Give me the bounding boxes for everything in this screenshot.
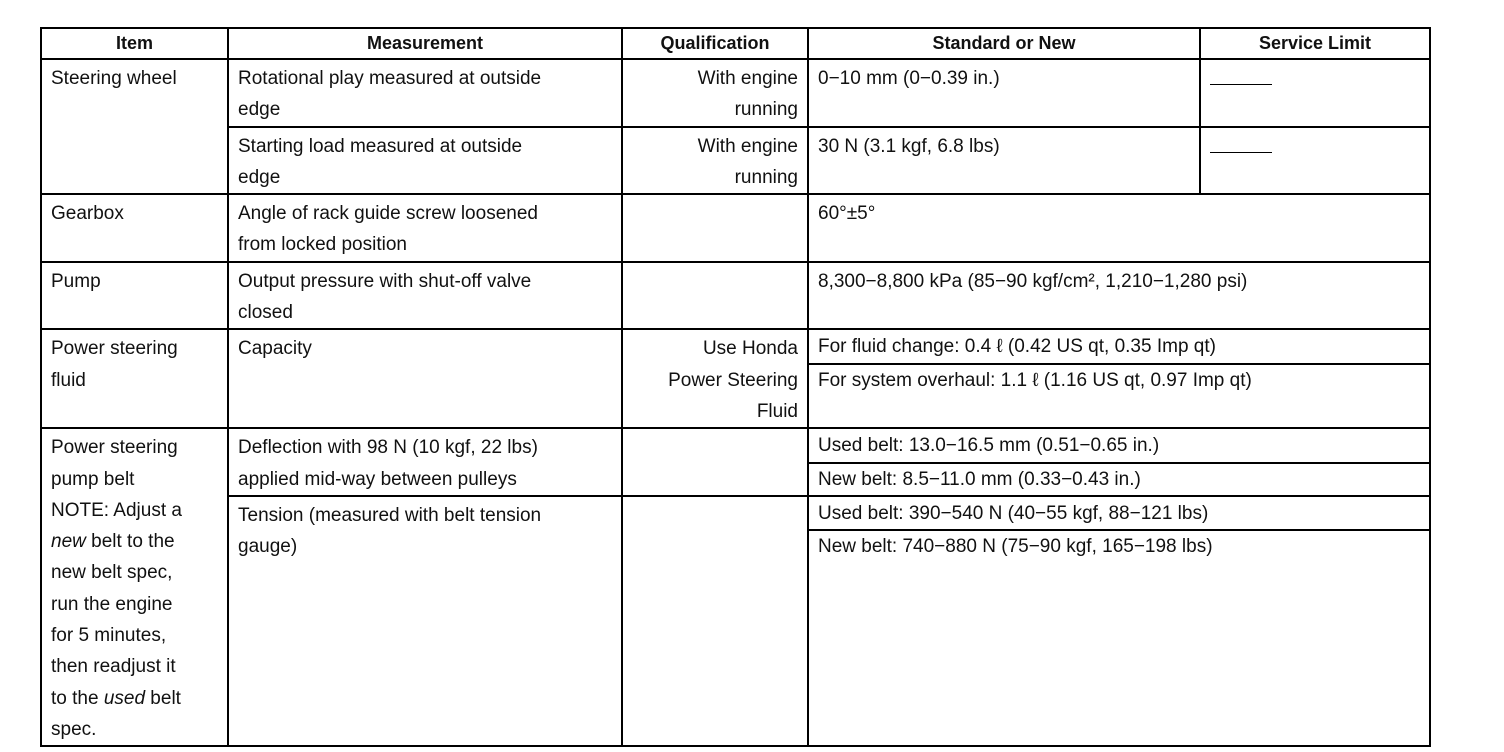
item-power-steering-fluid: Power steering fluid bbox=[41, 329, 228, 428]
qualification-cell bbox=[622, 496, 808, 746]
standard-cell: 60°±5° bbox=[808, 194, 1430, 262]
standard-cell: Used belt: 13.0−16.5 mm (0.51−0.65 in.) New belt: 8.5−11.0 mm (0.33−0.43 in.) bbox=[808, 428, 1430, 496]
qualification-cell: With engine running bbox=[622, 127, 808, 195]
table-row bbox=[41, 127, 1430, 195]
table-header-row bbox=[41, 28, 1430, 59]
table-row bbox=[41, 496, 1430, 746]
measurement-cell: Output pressure with shut-off valve closed bbox=[228, 262, 622, 330]
standard-cell: 8,300−8,800 kPa (85−90 kgf/cm², 1,210−1,280 psi) bbox=[808, 262, 1430, 330]
service-limit-dash bbox=[1210, 84, 1272, 85]
measurement-cell: Rotational play measured at outside edge bbox=[228, 59, 622, 127]
header-standard: Standard or New bbox=[808, 28, 1200, 59]
item-power-steering-pump-belt: Power steering pump belt NOTE: Adjust a new belt to the new belt spec, run the engine for 5 minutes, then readjust it to the used belt spec. bbox=[41, 428, 228, 746]
header-service-limit: Service Limit bbox=[1200, 28, 1430, 59]
measurement-cell: Starting load measured at outside edge bbox=[228, 127, 622, 195]
standard-cell: 30 N (3.1 kgf, 6.8 lbs) bbox=[808, 127, 1200, 195]
table-row bbox=[41, 59, 1430, 127]
specifications-table bbox=[40, 27, 1431, 747]
header-qualification: Qualification bbox=[622, 28, 808, 59]
qualification-cell bbox=[622, 428, 808, 496]
standard-cell: Used belt: 390−540 N (40−55 kgf, 88−121 lbs) New belt: 740−880 N (75−90 kgf, 165−198 lbs) bbox=[808, 496, 1430, 746]
qualification-cell: Use Honda Power Steering Fluid bbox=[622, 329, 808, 428]
service-limit-cell bbox=[1200, 59, 1430, 127]
table-row bbox=[41, 329, 1430, 428]
qualification-cell bbox=[622, 262, 808, 330]
header-measurement: Measurement bbox=[228, 28, 622, 59]
standard-cell: For fluid change: 0.4 ℓ (0.42 US qt, 0.35 Imp qt) For system overhaul: 1.1 ℓ (1.16 US qt, 0.97 Imp qt) bbox=[808, 329, 1430, 428]
qualification-cell bbox=[622, 194, 808, 262]
table-row bbox=[41, 262, 1430, 330]
qualification-cell: With engine running bbox=[622, 59, 808, 127]
measurement-cell: Deflection with 98 N (10 kgf, 22 lbs) applied mid-way between pulleys bbox=[228, 428, 622, 496]
table-row bbox=[41, 428, 1430, 496]
header-item: Item bbox=[41, 28, 228, 59]
service-limit-cell bbox=[1200, 127, 1430, 195]
measurement-cell: Tension (measured with belt tension gauge) bbox=[228, 496, 622, 746]
measurement-cell: Capacity bbox=[228, 329, 622, 428]
item-steering-wheel: Steering wheel bbox=[41, 59, 228, 194]
service-limit-dash bbox=[1210, 152, 1272, 153]
item-gearbox: Gearbox bbox=[41, 194, 228, 262]
item-pump: Pump bbox=[41, 262, 228, 330]
measurement-cell: Angle of rack guide screw loosened from locked position bbox=[228, 194, 622, 262]
table-row bbox=[41, 194, 1430, 262]
standard-cell: 0−10 mm (0−0.39 in.) bbox=[808, 59, 1200, 127]
